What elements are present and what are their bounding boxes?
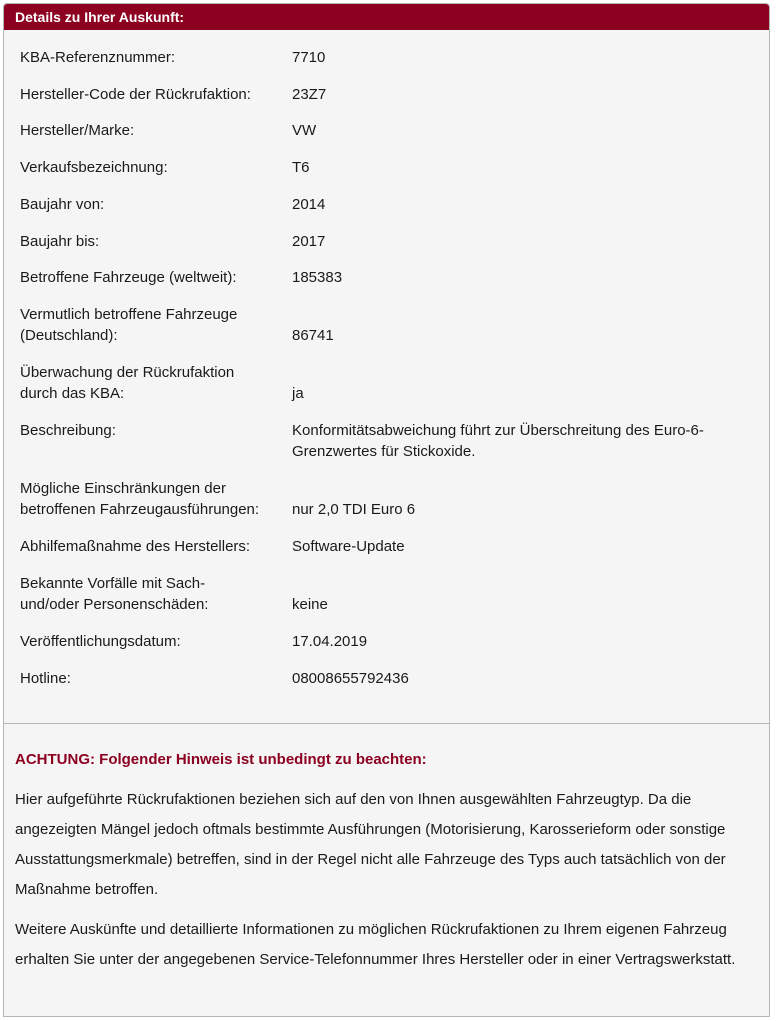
row-label: Überwachung der Rückrufaktion durch das KBA: xyxy=(20,364,235,402)
notice-box xyxy=(3,724,770,1017)
row-label: Baujahr bis: xyxy=(20,233,100,250)
row-value: 7710 xyxy=(292,49,326,66)
row-value: VW xyxy=(292,122,317,139)
row-label: Bekannte Vorfälle mit Sach- und/oder Personenschäden: xyxy=(20,575,209,613)
row-label: KBA-Referenznummer: xyxy=(20,49,176,66)
notice-title: ACHTUNG: Folgender Hinweis ist unbedingt zu beachten: xyxy=(15,751,427,768)
details-panel xyxy=(3,3,770,724)
notice-paragraph: Hier aufgeführte Rückrufaktionen beziehen sich auf den von Ihnen ausgewählten Fahrzeugtyp. Da die angezeigten Mängel jedoch oftmals bestimmte Ausführungen (Motorisierung, Karosserieform oder sonstige Ausstattungsmerkmale) betreffen, sind in der Regel nicht alle Fahrzeuge des Typs auch tatsächlich von der Maßnahme betroffen. xyxy=(15,791,726,898)
row-value: Konformitätsabweichung führt zur Überschreitung des Euro-6-Grenzwertes für Stickoxide. xyxy=(292,422,704,460)
row-value: 17.04.2019 xyxy=(292,633,368,650)
row-label: Vermutlich betroffene Fahrzeuge (Deutschland): xyxy=(20,306,238,344)
row-value: T6 xyxy=(292,159,310,176)
row-label: Abhilfemaßnahme des Herstellers: xyxy=(20,538,251,555)
row-label: Hersteller-Code der Rückrufaktion: xyxy=(20,86,251,103)
row-value: 2017 xyxy=(292,233,326,250)
row-label: Hersteller/Marke: xyxy=(20,122,135,139)
notice-paragraph: Weitere Auskünfte und detaillierte Informationen zu möglichen Rückrufaktionen zu Ihrem eigenen Fahrzeug erhalten Sie unter der angegebenen Service-Telefonnummer Ihres Hersteller oder in einer Vertragswerkstatt. xyxy=(15,921,736,968)
row-value: 08008655792436 xyxy=(292,670,409,687)
row-label: Beschreibung: xyxy=(20,422,116,439)
row-label: Verkaufsbezeichnung: xyxy=(20,159,168,176)
row-value: 23Z7 xyxy=(292,86,327,103)
row-label: Veröffentlichungsdatum: xyxy=(20,633,181,650)
row-label: Betroffene Fahrzeuge (weltweit): xyxy=(20,269,237,286)
row-value: Software-Update xyxy=(292,538,405,555)
row-label: Baujahr von: xyxy=(20,196,105,213)
row-value: 185383 xyxy=(292,269,343,286)
row-label: Mögliche Einschränkungen der betroffenen Fahrzeugausführungen: xyxy=(20,480,260,518)
row-value: keine xyxy=(292,596,328,613)
row-label: Hotline: xyxy=(20,670,71,687)
row-value: 86741 xyxy=(292,327,334,344)
row-value: nur 2,0 TDI Euro 6 xyxy=(292,501,416,518)
row-value: ja xyxy=(292,385,304,402)
row-value: 2014 xyxy=(292,196,326,213)
panel-title: Details zu Ihrer Auskunft: xyxy=(4,4,769,30)
